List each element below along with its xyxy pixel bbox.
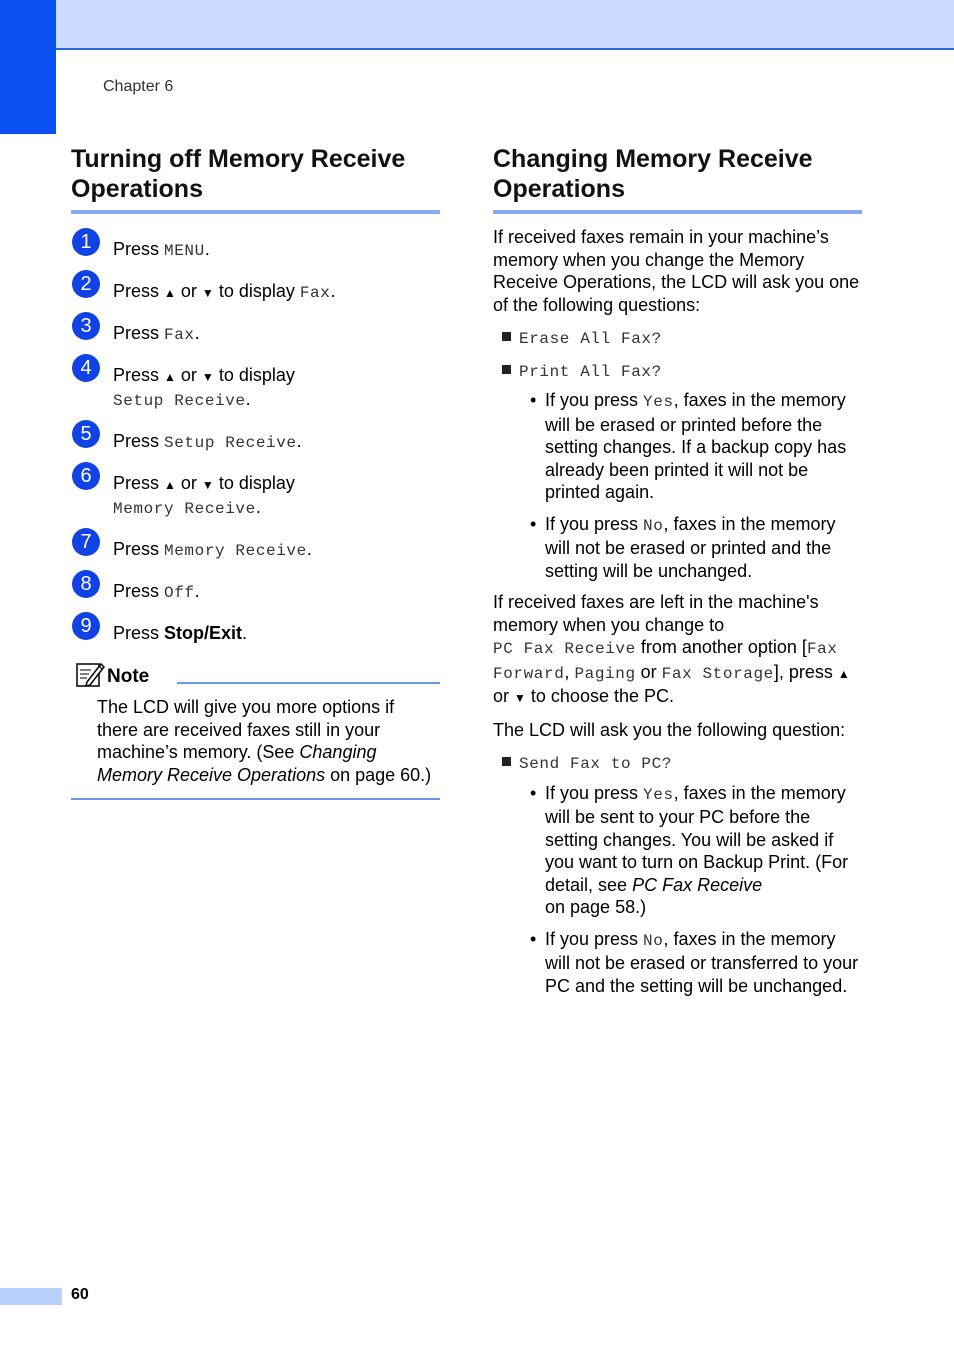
- step-number-icon: 6: [72, 462, 100, 490]
- step-4: 4 Press ▲ or ▼ to display Setup Receive.: [71, 364, 440, 412]
- bullet-dot-icon: •: [530, 782, 537, 803]
- step-2: 2 Press ▲ or ▼ to display Fax.: [71, 280, 440, 304]
- note-bottom-rule: [71, 798, 440, 800]
- question-paragraph: The LCD will ask you the following question:: [493, 719, 846, 740]
- up-arrow-icon: ▲: [164, 478, 176, 492]
- bullet-dot-icon: •: [530, 928, 537, 949]
- down-arrow-icon: ▼: [514, 691, 526, 705]
- lcd-option: Setup Receive: [113, 392, 246, 410]
- intro-paragraph: If received faxes remain in your machine’s memory when you change the Memory Receive Operations, the LCD will ask you one of the following questions:: [493, 227, 860, 315]
- step-7: 7 Press Memory Receive.: [71, 538, 440, 562]
- up-arrow-icon: ▲: [164, 286, 176, 300]
- note-title: Note: [107, 666, 150, 687]
- lcd-option: Off: [164, 584, 195, 602]
- page-number-tab: [0, 1288, 62, 1305]
- chapter-label: Chapter 6: [103, 78, 174, 95]
- bullet-dot-icon: •: [530, 513, 537, 534]
- section-heading-left: [71, 144, 440, 214]
- cross-reference: PC Fax Receive: [632, 874, 763, 895]
- page-number: 60: [71, 1286, 89, 1303]
- heading-line-2: Operations: [493, 175, 625, 203]
- step-number-icon: 9: [72, 612, 100, 640]
- bullet-yes-erase: • If you press Yes, faxes in the memory will be erased or printed before the setting changes. If a backup copy has already been printed it will not be printed again.: [530, 390, 847, 502]
- bullet-dot-icon: •: [530, 390, 537, 410]
- pc-fax-paragraph: If received faxes are left in the machine's memory when you change to PC Fax Receive from another option [Fax Forward, Paging or Fax Storage], press ▲ or ▼ to choose the PC.: [493, 592, 850, 706]
- note-box: [71, 662, 440, 800]
- step-number-icon: 7: [72, 528, 100, 556]
- step-number-icon: 4: [72, 354, 100, 382]
- step-6: 6 Press ▲ or ▼ to display Memory Receive.: [71, 472, 440, 520]
- header-band: [56, 0, 954, 50]
- step-8: 8 Press Off.: [71, 580, 440, 604]
- lcd-option: Setup Receive: [164, 434, 297, 452]
- square-bullet-icon: [502, 332, 511, 341]
- note-rule: [177, 682, 440, 684]
- down-arrow-icon: ▼: [201, 370, 214, 384]
- step-number-icon: 8: [72, 570, 100, 598]
- heading-line-1: Turning off Memory Receive: [71, 145, 406, 173]
- note-text: The LCD will give you more options if there are received faxes still in your machine’s memory. (See Changing Memory Receive Operations on page 60.): [97, 697, 432, 785]
- lcd-option: Fax: [164, 326, 195, 344]
- step-number-icon: 5: [72, 420, 100, 448]
- up-arrow-icon: ▲: [164, 370, 176, 384]
- chapter-tab: [0, 0, 56, 134]
- lcd-option: Memory Receive: [164, 542, 307, 560]
- step-1: 1 Press MENU.: [71, 238, 440, 262]
- step-5: 5 Press Setup Receive.: [71, 430, 440, 454]
- cross-reference: Changing Memory Receive Operations: [97, 742, 377, 785]
- lcd-option: Memory Receive: [113, 500, 256, 518]
- left-column: [71, 144, 440, 800]
- step-3: 3 Press Fax.: [71, 322, 440, 346]
- step-9: 9 Press Stop/Exit.: [71, 622, 440, 644]
- step-number-icon: 3: [72, 312, 100, 340]
- heading-line-1: Changing Memory Receive: [493, 145, 813, 173]
- steps-list: [71, 231, 440, 644]
- section-heading-right: [493, 144, 862, 214]
- step-number-icon: 2: [72, 270, 100, 298]
- lcd-option: MENU: [164, 242, 205, 260]
- bullet-no-erase: • If you press No, faxes in the memory will not be erased or printed and the setting will be unchanged.: [530, 513, 836, 581]
- option-erase-all: Erase All Fax?: [493, 326, 862, 351]
- bullet-no-send: • If you press No, faxes in the memory will not be erased or transferred to your PC and the setting will be unchanged.: [530, 928, 859, 996]
- pencil-note-icon: [75, 660, 105, 693]
- down-arrow-icon: ▼: [201, 286, 214, 300]
- heading-line-2: Operations: [71, 175, 203, 203]
- bullet-yes-send: • If you press Yes, faxes in the memory will be sent to your PC before the setting changes. You will be asked if you want to turn on Backup Print. (For detail, see PC Fax Receive on page 58.): [530, 782, 849, 917]
- lcd-option: Fax: [299, 284, 331, 302]
- option-print-all: Print All Fax?: [493, 359, 862, 384]
- square-bullet-icon: [502, 365, 511, 374]
- down-arrow-icon: ▼: [201, 478, 214, 492]
- square-bullet-icon: [502, 757, 511, 766]
- option-send-fax: Send Fax to PC?: [493, 751, 862, 776]
- key-name: Stop/Exit: [164, 623, 243, 643]
- up-arrow-icon: ▲: [837, 666, 850, 681]
- right-column: [493, 144, 862, 997]
- step-number-icon: 1: [72, 228, 100, 256]
